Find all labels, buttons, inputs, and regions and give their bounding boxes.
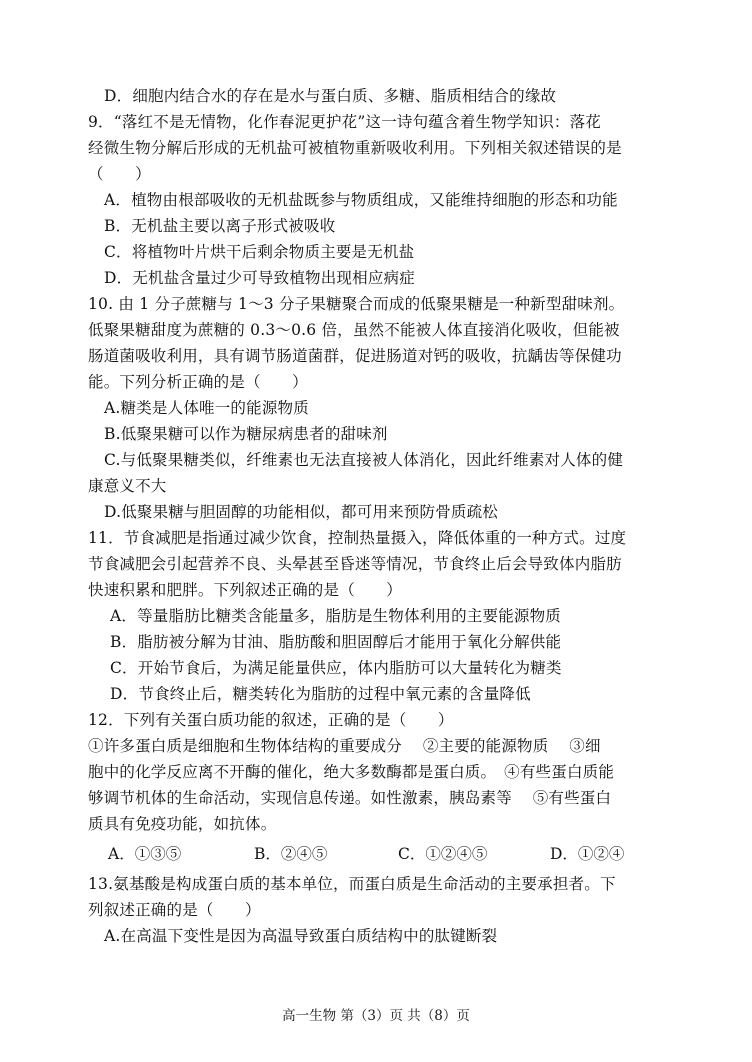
q11-option-a: A．等量脂肪比糖类含能量多，脂肪是生物体利用的主要能源物质 (110, 607, 561, 625)
q12-statements-line-1: ①许多蛋白质是细胞和生物体结构的重要成分 ②主要的能源物质 ③细 (88, 737, 601, 755)
q11-stem-line-2: 节食减肥会引起营养不良、头晕甚至昏迷等情况，节食终止后会导致体内脂肪 (88, 555, 622, 573)
q12-stem: 12．下列有关蛋白质功能的叙述，正确的是（ ） (88, 711, 454, 729)
q13-option-a: A.在高温下变性是因为高温导致蛋白质结构中的肽键断裂 (104, 927, 498, 945)
q9-stem-line-2: 经微生物分解后形成的无机盐可被植物重新吸收利用。下列相关叙述错误的是 (88, 139, 622, 157)
q9-option-d: D．无机盐含量过少可导致植物出现相应病症 (104, 269, 415, 287)
q8-option-d: D．细胞内结合水的存在是水与蛋白质、多糖、脂质相结合的缘故 (104, 87, 557, 105)
q12-option-b: B．②④⑤ (254, 845, 328, 863)
q12-option-c: C．①②④⑤ (398, 845, 488, 863)
q12-option-d: D．①②④ (550, 845, 625, 863)
page-footer: 高一生物 第（3）页 共（8）页 (282, 1008, 470, 1024)
q12-options (108, 841, 668, 867)
q10-stem-line-2: 低聚果糖甜度为蔗糖的 0.3～0.6 倍，虽然不能被人体直接消化吸收，但能被 (88, 321, 620, 339)
q11-stem-line-3: 快速积累和肥胖。下列叙述正确的是（ ） (88, 581, 403, 599)
q10-option-c: C.与低聚果糖类似，纤维素也无法直接被人体消化，因此纤维素对人体的健 (104, 451, 624, 469)
q13-stem-line-1: 13.氨基酸是构成蛋白质的基本单位，而蛋白质是生命活动的主要承担者。下 (88, 875, 616, 893)
q9-option-c: C．将植物叶片烘干后剩余物质主要是无机盐 (104, 243, 415, 261)
q9-option-b: B．无机盐主要以离子形式被吸收 (104, 217, 336, 235)
q11-stem-line-1: 11．节食减肥是指通过减少饮食，控制热量摄入，降低体重的一种方式。过度 (88, 529, 627, 547)
q11-option-c: C．开始节食后，为满足能量供应，体内脂肪可以大量转化为糖类 (110, 659, 562, 677)
q10-stem-line-4: 能。下列分析正确的是（ ） (88, 373, 308, 391)
q12-statements-line-4: 质具有免疫功能，如抗体。 (88, 815, 277, 833)
q10-stem-line-1: 10. 由 1 分子蔗糖与 1～3 分子果糖聚合而成的低聚果糖是一种新型甜味剂。 (88, 295, 625, 313)
q10-option-d: D.低聚果糖与胆固醇的功能相似，都可用来预防骨质疏松 (104, 503, 499, 521)
q12-statements-line-3: 够调节机体的生命活动，实现信息传递。如性激素，胰岛素等 ⑤有些蛋白 (88, 789, 612, 807)
q10-option-a: A.糖类是人体唯一的能源物质 (104, 399, 309, 417)
q11-option-b: B．脂肪被分解为甘油、脂肪酸和胆固醇后才能用于氧化分解供能 (110, 633, 562, 651)
q12-statements-line-2: 胞中的化学反应离不开酶的催化，绝大多数酶都是蛋白质。 ④有些蛋白质能 (88, 763, 615, 781)
q10-option-b: B.低聚果糖可以作为糖尿病患者的甜味剂 (104, 425, 388, 443)
q11-option-d: D．节食终止后，糖类转化为脂肪的过程中氧元素的含量降低 (110, 685, 531, 703)
q9-stem-line-3: （ ） (88, 165, 151, 183)
q13-stem-line-2: 列叙述正确的是（ ） (88, 901, 261, 919)
q10-stem-line-3: 肠道菌吸收利用，具有调节肠道菌群，促进肠道对钙的吸收，抗龋齿等保健功 (88, 347, 622, 365)
q12-option-a: A．①③⑤ (108, 845, 182, 863)
q9-option-a: A．植物由根部吸收的无机盐既参与物质组成，又能维持细胞的形态和功能 (104, 191, 618, 209)
q10-option-c-cont: 康意义不大 (88, 477, 167, 495)
q9-stem-line-1: 9．“落红不是无情物，化作春泥更护花”这一诗句蕴含着生物学知识：落花 (88, 113, 602, 131)
